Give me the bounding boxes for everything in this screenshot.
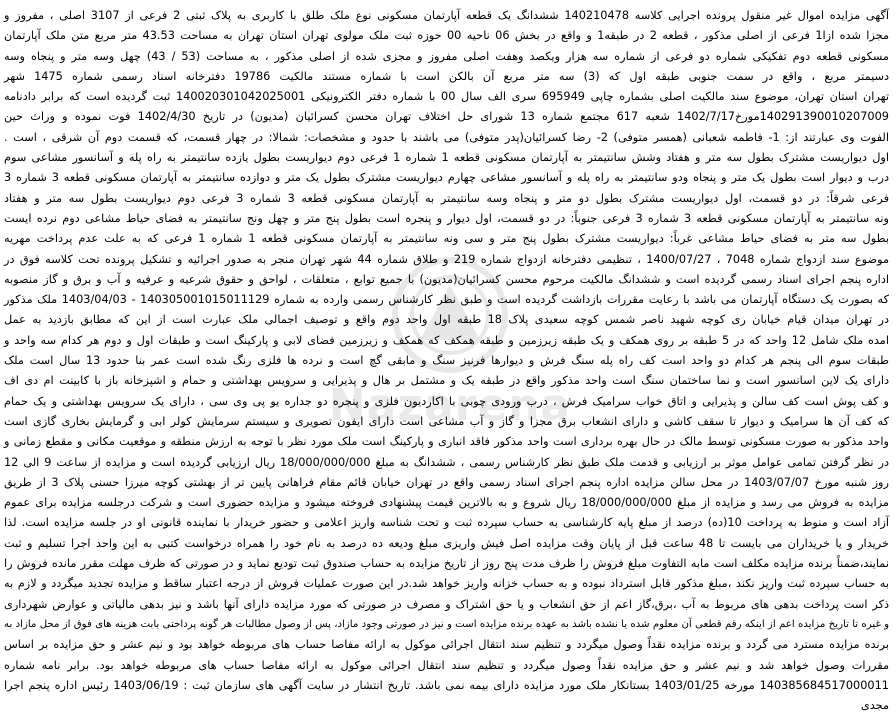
notice-line: خریدار و یا خریداران می بایست تا 48 ساعت قبل از پایان وقت مزایده اصل فیش واریزی مبلغ ودیعه ده درصد به نام خود را همراه درخواست کتبی به این واحد اجرا تسلیم و ثبت [4, 536, 889, 550]
watermark-text: Nazarena [328, 380, 572, 431]
notice-line: موضوع سند ازدواج شماره 7048 ، 1400/07/27 ، تنظیمی دفترخانه ازدواج شماره 219 و طلاق شماره 44 شهر تهران منجر به صدور اجرائیه و تشکیل پرونده تحت کلاسه فوق در [4, 252, 889, 266]
notice-line: مجزا شده ازا1 فرعی از اصلی مذکور ، قطعه 2 در طبقه1 و واقع در بخش 06 ناحیه 00 حوزه ثبت ملک مولوی تهران استان تهران به مساحت 43.53 متر مربع متن ملک آپارتمان [4, 29, 890, 43]
notice-line: دارای یک لاین اسانسور است و نما ساختمان سنگ است واحد مذکور واقع در طبقه یک و مشتمل بر هال و پذیرایی و سرویس بهداشتی و حمام و اشپزخانه باز با کابینت ام دی اف [4, 374, 889, 388]
notice-line: مجدی [860, 699, 889, 713]
notice-line: که بصورت یک دستگاه آپارتمان می باشد با رعایت مقررات بازداشت گردیده است و طبق نظر کارشناس رسمی وارده به شماره 140305001015011129 - 1403/04/03 ملک مذکور [4, 293, 889, 307]
notice-line: نمایند،ضمناً برنده مزایده مکلف است مابه التفاوت مبلغ فروش را ظرف مدت پنج روز از تاریخ مزایده به حساب صندوق ثبت تودیع نماید و در صورتی که ظرف مهلت مقرر مانده فروش را [4, 557, 889, 571]
notice-line: تهران استان تهران، موضوع سند مالکیت اصلی بشماره چاپی 695949 سری الف سال 00 با شماره دفتر الکترونیکی 140020301042025001 ثبت گردیده است که برابر دادنامه [4, 90, 890, 104]
notice-line: و غیره تا تاریخ مزایده اعم از اینکه رقم قطعی آن معلوم شده یا نشده باشد به عهده برنده مزایده است و نیز در صورتی وجود مازاد، پس از وصول مطالبات هر گونه پرداختی بابت هزینه های فوق از محل مازاد به [4, 618, 889, 630]
notice-line: بطول سه متر به فضای حیاط مشاعی غرباً: دیواریست مشترک بطول پنج متر و سی ونه سانتیمتر به آپارتمان مسکونی قطعه 1 شماره 1 فرعی که به علت عدم پرداخت مهریه [4, 232, 889, 246]
notice-line: درب و دیوار است بطول یک متر و پنجاه ودو سانتیمتر به راه پله و آسانسور مشاعی چهارم دیواریست مشترک بطول یک متر و دوازده سانتیمتر به آپارتمان مسکونی قطعه 3 شماره 3 [4, 171, 889, 185]
notice-line: آزاد است و منوط به پرداخت 10(ده) درصد از مبلغ پایه کارشناسی به حساب سپرده ثبت و تحت شناسه واریز اعلامی و حضور خریدار با نماینده قانونی او در جلسه مزایده است. لذا [4, 516, 890, 530]
notice-line: 140385684517000011 مورخه 1403/01/25 بستانکار ملک مورد مزایده دارای بیمه نمی باشد. تاریخ انتشار در سایت آگهی های سازمان ثبت : 1403/06/19 رئیس اداره پنجم اجرا [4, 678, 889, 692]
notice-line: فرعی شرقاً: در دو قسمت، اول دیواریست مشترک بطول دو متر و پنجاه وسه سانتیمتر به آپارتمان مسکونی قطعه 3 شماره 3 فرعی دوم دیواریست بطول سه متر و هفتاد [4, 191, 889, 205]
auction-notice-text [4, 6, 889, 716]
notice-line: طبقات سوم الی پنجم هر کدام دو واحد است کف راه پله سنگ فرش و دیوارها فرنیز سنگ و مابقی گچ است و نرده ها فلزی رنگ شده است عمر بنا حدود 13 سال است ملک [4, 354, 889, 368]
notice-line: مقررات وصول خواهد شد و نیم عشر و حق مزایده نقداً وصول میگردد و تنظیم سند انتقال اجرائی موکول به ارائه مفاصا حساب های مربوطه خواهد بود. برابر نامه شماره [4, 658, 889, 672]
notice-line: اداره پنجم اجرای اسناد رسمی گردیده است و ششدانگ مالکیت مرحوم محسن کسرائیان(مدیون) با جمیع توابع ، متعلقات ، لواحق و حقوق شرعیه و عرفیه و آب و برق و گاز منصوبه [4, 272, 889, 286]
notice-line: مزایده به فروش می رسد و مزایده از مبلغ 18/000/000/000 ریال شروع و به بالاترین قیمت پیشنهادی فروخته میشود و مزایده حضوری است و شرکت درجلسه مزایده برای عموم [4, 496, 889, 510]
notice-line: که کف آن ها سرامیک و دیوار تا سقف کاشی و دارای انشعاب برق مجزا و گاز و آب مشاعی است دارای ایفون تصویری و سیستم سرمایش کولر ابی و گرمایش بخاری گازی است [4, 414, 889, 428]
notice-line: در تهران میدان قیام خیابان ری کوچه شهید ناصر شمس کوچه سعیدی پلاک 18 طبقه اول واحد دوم واقع و توصیف اجمالی ملک عبارت است از این که مطابق بازدید به عمل [4, 313, 889, 327]
notice-line: در نظر گرفتن تمامی عوامل موثر بر ارزیابی و قدمت ملک طبق نظر کارشناس رسمی ، ششدانگ به مبلغ 18/000/000/000 ریال ارزیابی گردیده است و مزایده از ساعت 9 الی 12 [4, 455, 889, 469]
notice-line: روز شنبه مورخ 1403/07/07 در محل سالن مزایده اداره پنجم اجرای اسناد رسمی واقع در تهران خیابان قائم مقام فراهانی پایین تر از بهشتی کوچه میرزا حسنی پلاک 3 از طریق [4, 475, 889, 489]
notice-line: اول دیواریست مشترک بطول سه متر و هفتاد وشش سانتیمتر به آپارتمان مسکونی قطعه 1 شماره 1 فرعی دوم دیواریست بطول یازده سانتیمتر به راه پله و آسانسور مشاعی سوم [4, 151, 890, 165]
notice-line: برنده مزایده مسترد می گردد و برنده مزایده نقداً وصول میگردد و تنظیم سند انتقال اجرائی موکول به ارائه مفاصا حساب های مربوطه خواهد بود و نیم عشر و حق مزایده بر اساس [4, 638, 889, 652]
notice-line: مسکونی قطعه دوم تفکیکی شماره دو فرعی از شماره سه هزار ویکصد وهفت اصلی مفروز و مجزی شده از اصلی مذکور ، به مساحت (53 / 43) چهل وسه متر و پنجاه وسه [4, 49, 889, 63]
notice-line: ذکر است پرداخت بدهی های مربوط به آب ،برق،گاز اعم از حق انشعاب و یا حق اشتراک و مصرف در صورتی که مورد مزایده دارای آنها باشد و نیز بدهی مالیاتی و عوارض شهرداری [4, 597, 889, 611]
notice-line: 140291390010207009مورخ1402/7/17 شعبه 617 مجتمع شماره 13 شورای حل اختلاف تهران محسن کسرائیان (مدیون) در تاریخ 1402/4/30 فوت نموده و وراث حین [4, 110, 889, 124]
notice-line: آگهی مزایده اموال غیر منقول پرونده اجرایی کلاسه 140210478 ششدانگ یک قطعه آپارتمان مسکونی نوع ملک طلق با کاربری به پلاک ثبتی 2 فرعی از 3107 اصلی ، مفروز و [4, 9, 889, 22]
notice-line: دسیمتر مربع ، واقع در سمت جنوبی طبقه اول که (3) سه متر مربع آن بالکن است با شماره مستند مالکیت 19786 دفترخانه اسناد رسمی شماره 1475 شهر [4, 69, 890, 83]
notice-line: الفوت وی عبارتند از: 1- فاطمه شعبانی (همسر متوفی) 2- رضا کسرائیان(پدر متوفی) می باشند با حدود و مشخصات: شمالا: در چهار قسمت، که قسمت دوم آن شرقی ، است . [4, 130, 889, 144]
notice-line: و کف پوش است کف سالن و پذیرایی و اتاق خواب سرامیک فرش ، درب ورودی چوبی با اکاردیون فلزی و پنجره دو جداره یو پی وی سی ، دارای یک سرویس بهداشتی و یک حمام [4, 394, 889, 408]
notice-line: به حساب سپرده ثبت واریز نکند ،مبلغ مذکور قابل استرداد نبوده و به حساب خزانه واریز خواهد شد.در این صورت عملیات فروش از درجه اعتبار ساقط و مزایده تجدید میگردد و لازم به [4, 577, 889, 591]
notice-line: ونه سانتیمتر به آپارتمان مسکونی قطعه 3 شماره 3 فرعی جنوباً: در دو قسمت، اول دیوار و پنجره است بطول پنج متر و چهل ونج سانتیمتر به فضای حیاط مشاعی دوم نرده ایست [4, 211, 889, 225]
notice-line: واحد مذکور به صورت مسکونی توسط مالک در حال بهره برداری است واحد مذکور فاقد انباری و پارکینگ است ملک مورد نظر با توجه به ارزش منطقه و موقعیت مکانی و مقطع زمانی و [4, 435, 889, 449]
notice-line: امده ملک شامل 12 واحد که در 5 طبقه بر روی همکف و یک طبقه زیرزمین و طبقه همکف که همکف و زیرزمین فضای لابی و پارکینگ است و طبقات اول و دوم هر کدام سه واحد و [4, 333, 889, 347]
